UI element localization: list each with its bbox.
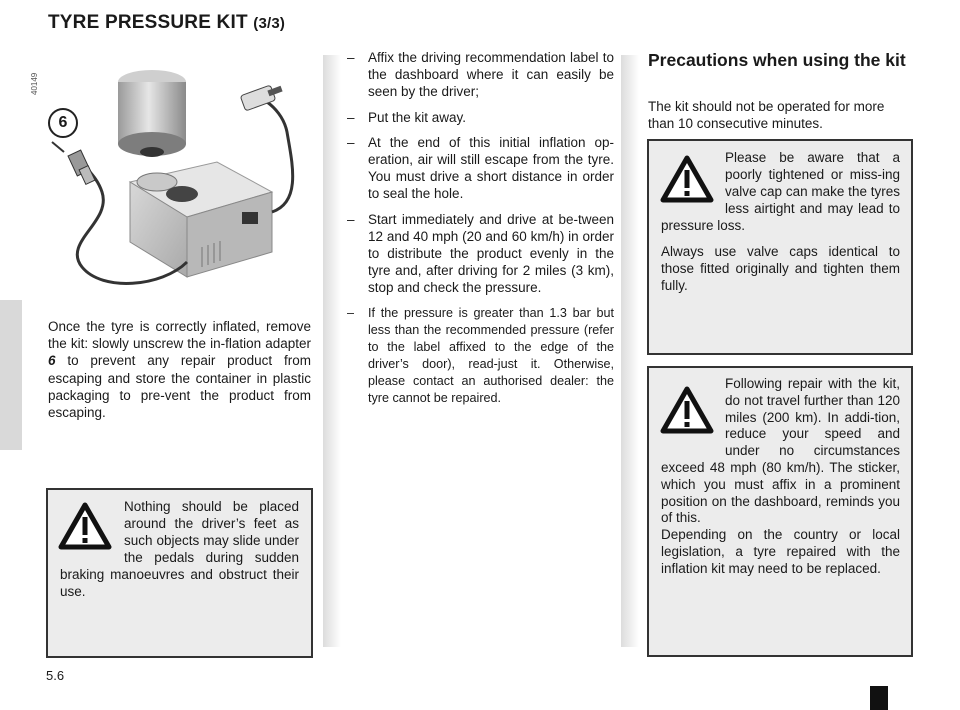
compressor-icon [130, 162, 272, 277]
dash-bullet: – [347, 109, 355, 125]
warning-feet-body: Nothing should be placed around the driver’s feet as such objects may slide under the pedals during sudden braking manoeuvres and obstruct their use. [60, 499, 299, 599]
column-divider [621, 55, 639, 647]
warning-valve-body-2: Always use valve caps identical to those fitted originally and tighten them fully. [661, 244, 900, 293]
warning-valve-body-1: Please be aware that a poorly tightened or miss-ing valve cap can make the tyres less airtight and may lead to pressure loss. [661, 150, 900, 233]
warning-repair-body-1: Following repair with the kit, do not travel further than 120 miles (200 km). In addi-tion, reduce your speed and under no circumstances exceed 48 mph (80 km/h). The sticker, which you must affix in a prominent position on the dashboard, reminds you of this. [661, 376, 900, 526]
figure-code: 40149 [30, 72, 39, 95]
callout-6: 6 [48, 108, 78, 138]
dash-bullet: – [347, 305, 355, 320]
step-text: Start immediately and drive at be-tween 12 and 40 mph (20 and 60 km/h) in order to distribute the product evenly in the tyre and, after driving for 2 miles (3 km), stop and check the pressure. [368, 211, 614, 296]
power-plug-icon [240, 85, 282, 111]
warning-valve-text [661, 149, 900, 294]
step-text: Affix the driving recommendation label to the dashboard where it can easily be seen by the driver; [368, 50, 614, 100]
dash-bullet: – [347, 211, 355, 227]
removal-text-b: to prevent any repair product from escaping and store the container in plastic packaging to pre-vent the product from escaping. [48, 353, 311, 421]
removal-paragraph [48, 318, 311, 421]
step-text: At the end of this initial inflation op-eration, air will still escape from the tyre. You must drive a short distance in order to seal the hole. [368, 134, 614, 202]
warning-box-repair [647, 366, 913, 657]
step-item [347, 49, 614, 101]
warning-repair-text [661, 376, 900, 578]
warning-box-valve [647, 139, 913, 355]
step-item [347, 134, 614, 203]
warning-repair-body-2: Depending on the country or local legislation, a tyre repaired with the inflation kit may need to be replaced. [661, 527, 900, 576]
column-divider [323, 55, 341, 647]
step-item [347, 109, 614, 126]
warning-box-feet [46, 488, 313, 658]
corner-marker [870, 686, 888, 710]
step-item [347, 305, 614, 407]
sealant-container-icon [118, 70, 186, 157]
title-suffix: (3/3) [253, 15, 286, 32]
adapter-reference: 6 [48, 353, 56, 369]
dash-bullet: – [347, 50, 355, 65]
precautions-heading: Precautions when using the kit [648, 50, 906, 70]
step-text: Put the kit away. [368, 109, 467, 125]
inflation-adapter-icon [52, 142, 95, 184]
step-item [347, 211, 614, 297]
chapter-tab [0, 300, 22, 450]
page-number: 5.6 [46, 668, 65, 683]
warning-feet-text [60, 498, 299, 600]
removal-text-a: Once the tyre is correctly inflated, remove the kit: slowly unscrew the in-flation adapter [48, 319, 311, 352]
page-title [48, 12, 285, 34]
precautions-intro: The kit should not be operated for more than 10 consecutive minutes. [648, 99, 885, 132]
step-text: If the pressure is greater than 1.3 bar but less than the recommended pressure (refer to the label affixed to the edge of the driver’s door), read-just it. Otherwise, please contact an authorised dealer: the tyre cannot be repaired. [368, 305, 614, 405]
dash-bullet: – [347, 134, 355, 150]
tyre-kit-illustration [42, 52, 317, 307]
title-main: TYRE PRESSURE KIT [48, 12, 248, 33]
procedure-steps [347, 49, 614, 415]
